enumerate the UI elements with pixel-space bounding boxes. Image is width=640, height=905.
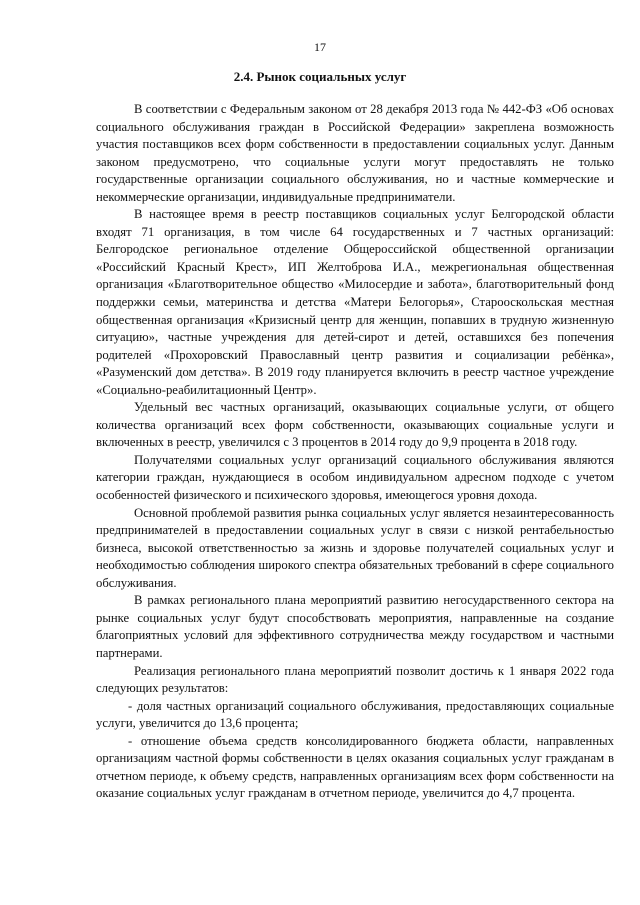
paragraph-service-recipients: Получателями социальных услуг организаций социального обслуживания являются категории граждан, нуждающиеся в особом индивидуальном адресном подходе с учетом особенностей физического и психического здоровья, имеющегося уровня дохода. (96, 452, 614, 503)
section-title: 2.4. Рынок социальных услуг (233, 69, 407, 84)
result-item: - отношение объема средств консолидированного бюджета области, направленных организациям частной формы собственности в целях оказания социальных услуг гражданам в отчетном периоде, к объему средств, направленных организациям всех форм собственности на оказание социальных услуг гражданам в отчетном периоде, увеличится до 4,7 процента. (96, 733, 614, 801)
page-number: 17 (314, 40, 326, 54)
body-text (96, 101, 614, 803)
paragraph-provider-registry: В настоящее время в реестр поставщиков социальных услуг Белгородской области входят 71 организация, в том числе 64 государственных и 7 частных организаций: Белгородское региональное отделение Общероссийской общественной организации «Российский Красный Крест», ИП Желтоброва И.А., межрегиональная общественная организация «Благотворительное общество «Милосердие и забота», благотворительный фонд поддержки семьи, материнства и детства «Матери Белогорья», Старооскольская местная общественная организация «Кризисный центр для женщин, попавших в трудную жизненную ситуацию», частные учреждения для детей-сирот и детей, оставшихся без попечения родителей «Прохоровский Православный центр развития и социализации ребёнка», «Разуменский дом детства». В 2019 году планируется включить в реестр частное учреждение «Социально-реабилитационный Центр». (96, 207, 614, 397)
paragraph-legal-basis: В соответствии с Федеральным законом от 28 декабря 2013 года № 442-ФЗ «Об основах социального обслуживания граждан в Российской Федерации» закреплена возможность участия поставщиков всех форм собственности в предоставлении социальных услуг. Данным законом предусмотрено, что социальные услуги могут предоставлять не только государственные организации социального обслуживания, но и частные коммерческие и некоммерческие организации, индивидуальные предприниматели. (96, 102, 614, 204)
paragraph-main-problem: Основной проблемой развития рынка социальных услуг является незаинтересованность предпринимателей в предоставлении социальных услуг в связи с низкой рентабельностью бизнеса, высокой ответственностью за жизнь и здоровье получателей социальных услуг и необходимостью соблюдения широкого спектра обязательных требований в сфере социального обслуживания. (96, 505, 614, 590)
paragraph-private-share: Удельный вес частных организаций, оказывающих социальные услуги, от общего количества организаций всех форм собственности, оказывающих социальные услуги и включенных в реестр, увеличился с 3 процентов в 2014 году до 9,9 процента в 2018 году. (96, 400, 614, 450)
result-item: - доля частных организаций социального обслуживания, предоставляющих социальные услуги, увеличится до 13,6 процента; (96, 698, 614, 731)
paragraph-expected-results: Реализация регионального плана мероприятий позволит достичь к 1 января 2022 года следующих результатов: (96, 663, 614, 696)
paragraph-regional-plan: В рамках регионального плана мероприятий развитию негосударственного сектора на рынке социальных услуг будут способствовать мероприятия, направленные на создание благоприятных условий для эффективного сотрудничества между государством и частными партнерами. (96, 593, 614, 660)
